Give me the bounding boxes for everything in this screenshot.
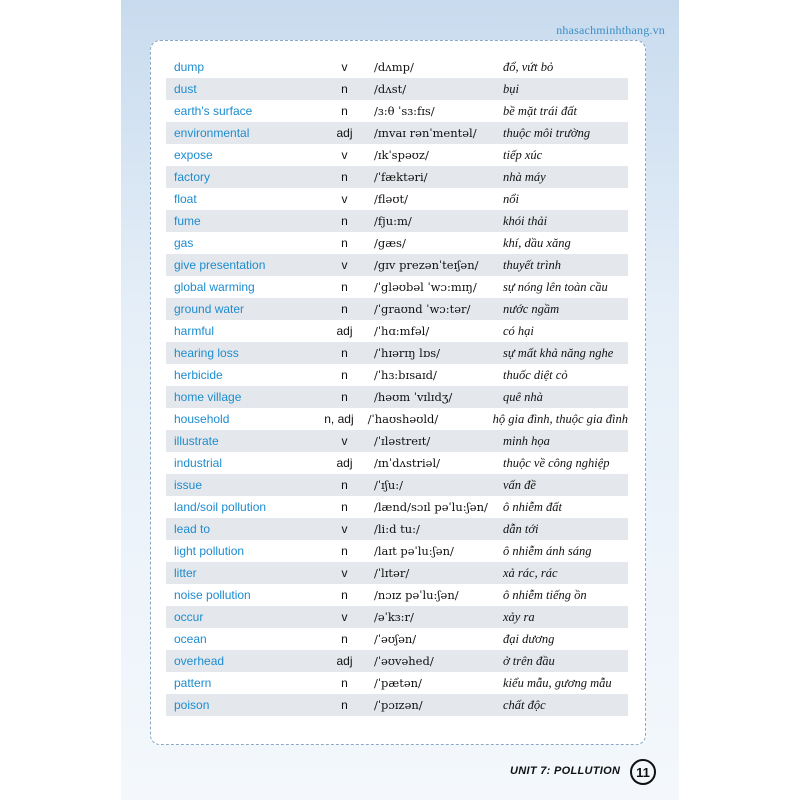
- vocab-row: [166, 672, 628, 694]
- vocab-pronunciation: /fju:m/: [374, 214, 412, 228]
- vocab-part-of-speech: n: [341, 390, 348, 404]
- vocab-part-of-speech: adj: [336, 126, 353, 140]
- vocab-word: lead to: [174, 522, 211, 536]
- vocab-part-of-speech: v: [341, 60, 348, 74]
- vocab-part-of-speech: n: [341, 214, 348, 228]
- vocab-word: global warming: [174, 280, 255, 294]
- site-watermark: nhasachminhthang.vn: [556, 23, 665, 37]
- vocab-meaning: nổi: [503, 191, 519, 206]
- vocab-row: [166, 650, 628, 672]
- vocab-row: [166, 210, 628, 232]
- vocab-row: [166, 122, 628, 144]
- vocab-meaning: quê nhà: [503, 389, 543, 404]
- vocabulary-card: [150, 40, 646, 745]
- vocab-pronunciation: /ˈpætən/: [374, 676, 422, 690]
- vocab-word: light pollution: [174, 544, 245, 558]
- vocab-word: noise pollution: [174, 588, 251, 602]
- vocab-pronunciation: /gæs/: [374, 236, 406, 250]
- vocab-part-of-speech: n: [341, 632, 348, 646]
- vocab-pronunciation: /ˈlɪtər/: [374, 566, 410, 580]
- vocab-row: [166, 56, 628, 78]
- vocab-meaning: hộ gia đình, thuộc gia đình: [492, 411, 629, 426]
- vocab-part-of-speech: n, adj: [324, 412, 354, 426]
- vocab-row: [166, 144, 628, 166]
- vocab-part-of-speech: v: [341, 258, 348, 272]
- vocab-word: ocean: [174, 632, 207, 646]
- vocab-row: [166, 584, 628, 606]
- vocab-pronunciation: /laɪt pəˈlu:ʃən/: [374, 544, 454, 558]
- vocab-part-of-speech: v: [341, 434, 348, 448]
- vocab-pronunciation: /ˈhɑ:mfəl/: [374, 324, 430, 338]
- vocab-part-of-speech: n: [341, 104, 348, 118]
- vocab-word: expose: [174, 148, 213, 162]
- vocab-pronunciation: /ˈhɪərɪŋ lɒs/: [374, 346, 440, 360]
- vocab-pronunciation: /həʊm ˈvɪlɪdʒ/: [374, 390, 453, 404]
- vocab-part-of-speech: n: [341, 82, 348, 96]
- vocab-pronunciation: /ˈgraʊnd ˈwɔ:tər/: [374, 302, 471, 316]
- vocab-part-of-speech: n: [341, 236, 348, 250]
- vocab-word: issue: [174, 478, 203, 492]
- vocab-meaning: thuộc môi trường: [503, 125, 591, 140]
- vocab-word: illustrate: [174, 434, 219, 448]
- vocab-part-of-speech: v: [341, 148, 348, 162]
- vocab-row: [166, 166, 628, 188]
- vocab-part-of-speech: v: [341, 566, 348, 580]
- vocab-pronunciation: /ɪkˈspəʊz/: [374, 148, 429, 162]
- vocab-word: ground water: [174, 302, 245, 316]
- vocab-pronunciation: /nɔɪz pəˈlu:ʃən/: [374, 588, 459, 602]
- vocab-pronunciation: /ɜ:θ ˈsɜ:fɪs/: [374, 104, 435, 118]
- vocab-word: home village: [174, 390, 242, 404]
- vocab-part-of-speech: v: [341, 192, 348, 206]
- vocab-meaning: ô nhiễm ánh sáng: [503, 543, 592, 558]
- vocab-pronunciation: /ˈpɔɪzən/: [374, 698, 423, 712]
- vocab-meaning: có hại: [503, 323, 534, 338]
- vocab-meaning: bề mặt trái đất: [503, 103, 577, 118]
- vocab-word: dump: [174, 60, 205, 74]
- vocab-row: [166, 474, 628, 496]
- vocab-word: earth's surface: [174, 104, 253, 118]
- vocab-word: overhead: [174, 654, 225, 668]
- vocab-meaning: xảy ra: [503, 609, 535, 624]
- vocab-meaning: đại dương: [503, 631, 555, 646]
- vocab-part-of-speech: v: [341, 522, 348, 536]
- vocab-part-of-speech: n: [341, 588, 348, 602]
- vocab-pronunciation: /ˈhaʊshəʊld/: [367, 412, 439, 426]
- vocab-pronunciation: /fləʊt/: [374, 192, 408, 206]
- vocab-meaning: minh họa: [503, 433, 550, 448]
- vocab-word: pattern: [174, 676, 212, 690]
- vocab-word: litter: [174, 566, 197, 580]
- vocab-row: [166, 364, 628, 386]
- vocab-meaning: đổ, vứt bỏ: [503, 59, 554, 74]
- vocab-word: household: [174, 412, 230, 426]
- vocab-part-of-speech: adj: [336, 654, 353, 668]
- vocab-pronunciation: /ˈɪləstreɪt/: [374, 434, 431, 448]
- vocab-part-of-speech: n: [341, 478, 348, 492]
- vocab-row: [166, 628, 628, 650]
- vocab-word: dust: [174, 82, 197, 96]
- vocab-meaning: khí, dầu xăng: [503, 235, 571, 250]
- vocab-row: [166, 408, 628, 430]
- vocab-pronunciation: /ˈgləʊbəl ˈwɔ:mɪŋ/: [374, 280, 477, 294]
- vocab-pronunciation: /li:d tu:/: [374, 522, 420, 536]
- vocab-meaning: xả rác, rác: [503, 565, 558, 580]
- vocab-word: environmental: [174, 126, 250, 140]
- vocab-part-of-speech: n: [341, 170, 348, 184]
- vocab-row: [166, 540, 628, 562]
- vocab-meaning: thuộc về công nghiệp: [503, 455, 610, 470]
- vocab-meaning: thuốc diệt cỏ: [503, 367, 568, 382]
- vocab-meaning: sự mất khả năng nghe: [503, 345, 614, 360]
- page-number: 11: [630, 759, 656, 785]
- vocab-part-of-speech: n: [341, 302, 348, 316]
- vocab-word: gas: [174, 236, 194, 250]
- vocab-row: [166, 188, 628, 210]
- vocab-meaning: sự nóng lên toàn cầu: [503, 279, 608, 294]
- unit-title: UNIT 7: POLLUTION: [510, 765, 621, 777]
- vocab-word: give presentation: [174, 258, 266, 272]
- vocab-word: float: [174, 192, 197, 206]
- vocab-meaning: kiểu mẫu, gương mẫu: [503, 675, 612, 690]
- vocab-pronunciation: /ˈɪʃu:/: [374, 478, 403, 492]
- vocab-row: [166, 496, 628, 518]
- vocab-part-of-speech: n: [341, 280, 348, 294]
- vocab-meaning: khói thải: [503, 213, 548, 228]
- vocab-word: industrial: [174, 456, 223, 470]
- vocab-word: fume: [174, 214, 201, 228]
- vocab-meaning: thuyết trình: [503, 257, 561, 272]
- vocab-pronunciation: /dʌmp/: [374, 60, 414, 74]
- vocab-row: [166, 254, 628, 276]
- vocab-part-of-speech: adj: [336, 324, 353, 338]
- vocab-part-of-speech: adj: [336, 456, 353, 470]
- vocab-meaning: ô nhiễm đất: [503, 499, 563, 514]
- vocab-pronunciation: /lænd/sɔɪl pəˈlu:ʃən/: [374, 500, 488, 514]
- vocab-row: [166, 276, 628, 298]
- vocab-pronunciation: /ˈhɜ:bɪsaɪd/: [374, 368, 437, 382]
- vocab-part-of-speech: v: [341, 610, 348, 624]
- vocab-meaning: nhà máy: [503, 169, 546, 184]
- vocab-pronunciation: /ɪnˈdʌstriəl/: [374, 456, 441, 470]
- vocab-row: [166, 430, 628, 452]
- vocab-part-of-speech: n: [341, 698, 348, 712]
- vocab-row: [166, 232, 628, 254]
- vocab-row: [166, 386, 628, 408]
- vocab-meaning: bụi: [503, 81, 519, 96]
- vocab-meaning: ô nhiễm tiếng ồn: [503, 587, 587, 602]
- vocabulary-table: [166, 56, 628, 716]
- vocab-part-of-speech: n: [341, 346, 348, 360]
- vocab-row: [166, 606, 628, 628]
- vocab-meaning: vấn đề: [503, 477, 536, 492]
- vocab-row: [166, 452, 628, 474]
- vocab-part-of-speech: n: [341, 500, 348, 514]
- vocab-meaning: tiếp xúc: [503, 147, 543, 162]
- vocab-meaning: nước ngầm: [503, 301, 560, 316]
- vocab-row: [166, 298, 628, 320]
- vocab-row: [166, 342, 628, 364]
- vocab-row: [166, 320, 628, 342]
- vocab-word: harmful: [174, 324, 215, 338]
- vocab-word: herbicide: [174, 368, 223, 382]
- vocab-row: [166, 78, 628, 100]
- vocab-part-of-speech: n: [341, 368, 348, 382]
- vocab-part-of-speech: n: [341, 544, 348, 558]
- vocab-part-of-speech: n: [341, 676, 348, 690]
- vocab-meaning: ở trên đầu: [503, 653, 555, 668]
- vocab-word: factory: [174, 170, 211, 184]
- vocab-pronunciation: /ɪnvaɪ rənˈmentəl/: [374, 126, 477, 140]
- vocab-pronunciation: /gɪv prezənˈteɪʃən/: [374, 258, 479, 272]
- vocab-word: land/soil pollution: [174, 500, 267, 514]
- vocab-word: hearing loss: [174, 346, 239, 360]
- vocab-row: [166, 562, 628, 584]
- vocab-meaning: chất độc: [503, 697, 546, 712]
- vocab-row: [166, 694, 628, 716]
- vocab-word: occur: [174, 610, 204, 624]
- vocab-word: poison: [174, 698, 210, 712]
- vocab-meaning: dẫn tới: [503, 521, 539, 536]
- vocab-pronunciation: /ˈəʊvəhed/: [374, 654, 434, 668]
- book-page: [121, 0, 679, 800]
- vocab-pronunciation: /dʌst/: [374, 82, 407, 96]
- vocab-row: [166, 100, 628, 122]
- vocab-pronunciation: /ˈəʊʃən/: [374, 632, 417, 646]
- vocab-pronunciation: /əˈkɜ:r/: [374, 610, 414, 624]
- vocab-row: [166, 518, 628, 540]
- vocab-pronunciation: /ˈfæktəri/: [374, 170, 428, 184]
